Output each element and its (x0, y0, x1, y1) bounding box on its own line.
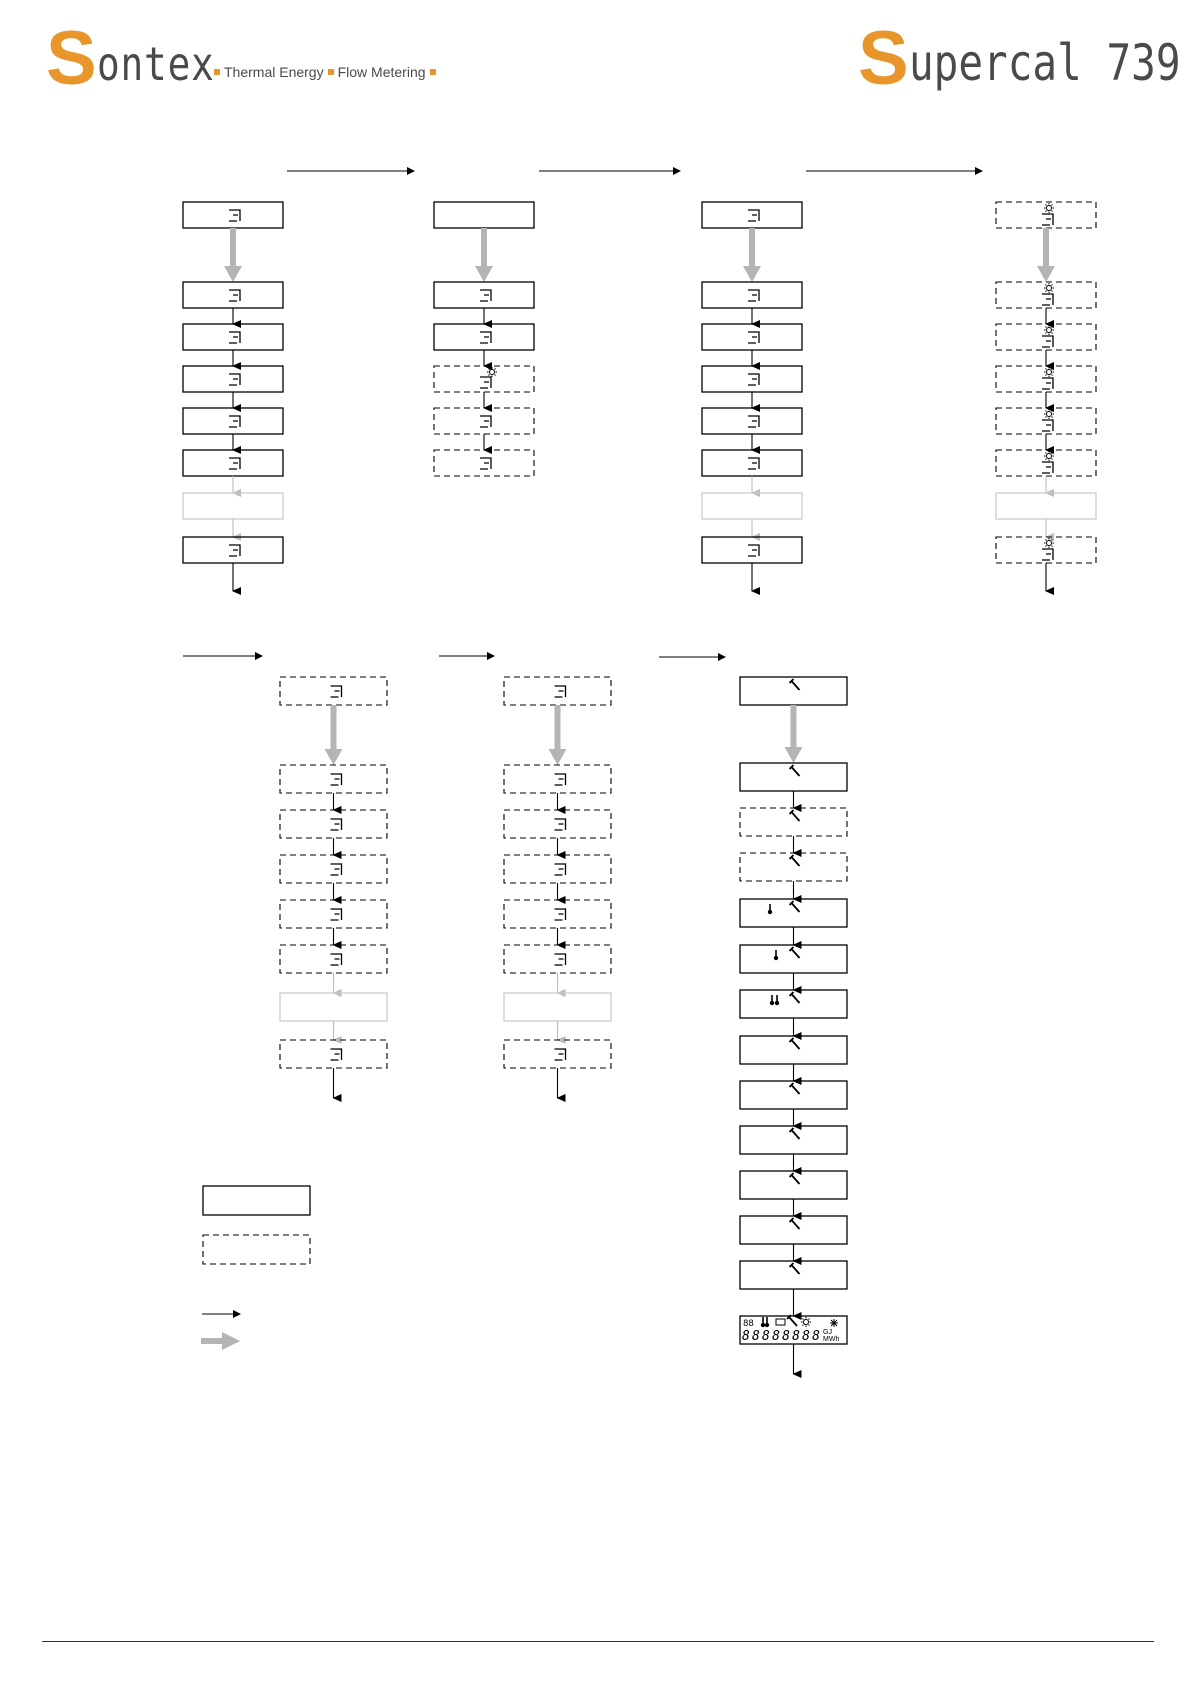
column-6-head (504, 677, 611, 705)
bracket-icon (229, 545, 240, 556)
column-5-item (280, 993, 387, 1021)
bracket-icon (1042, 549, 1053, 560)
bracket-icon (748, 416, 759, 427)
sun-ray (1051, 410, 1052, 411)
product-word: upercal 739 (908, 34, 1181, 92)
sun-icon (1047, 206, 1052, 211)
sun-icon (490, 370, 495, 375)
sun-ray (1045, 284, 1046, 285)
column-6-item (504, 810, 611, 838)
legend-solid-box (203, 1186, 310, 1215)
sun-ray (802, 1318, 803, 1319)
bracket-icon (331, 864, 342, 875)
bracket-icon (229, 416, 240, 427)
wrench-icon (787, 1315, 797, 1326)
lcd-units-2: MWh (823, 1336, 840, 1343)
sun-ray (1045, 416, 1046, 417)
bracket-icon (480, 377, 491, 388)
sun-icon (1047, 328, 1052, 333)
column-6-item (504, 765, 611, 793)
sun-ray (1051, 545, 1052, 546)
sun-ray (1051, 284, 1052, 285)
sun-ray (488, 374, 489, 375)
sun-icon (804, 1320, 809, 1325)
bracket-icon (555, 909, 566, 920)
bracket-icon (229, 290, 240, 301)
bracket-icon (331, 1049, 342, 1060)
thermometer-bulb (768, 910, 772, 914)
lcd-units-1: GJ (823, 1329, 832, 1336)
bracket-icon (1042, 378, 1053, 389)
wrench-icon (790, 810, 800, 821)
thermometer-bulb (761, 1323, 765, 1327)
sun-ray (1045, 539, 1046, 540)
sun-ray (1045, 290, 1046, 291)
column-2-head (434, 202, 534, 228)
column-4-item (996, 408, 1096, 434)
bracket-icon (1042, 214, 1053, 225)
wrench-icon (790, 1218, 800, 1229)
sun-ray (1045, 458, 1046, 459)
bracket-icon (748, 210, 759, 221)
bracket-icon (480, 290, 491, 301)
column-7-item (740, 1216, 847, 1244)
sun-ray (1051, 416, 1052, 417)
column-6-item (504, 900, 611, 928)
bracket-icon (1042, 420, 1053, 431)
thick-arrowhead (475, 266, 493, 282)
column-4-item (996, 493, 1096, 519)
sun-ray (494, 368, 495, 369)
bracket-icon (480, 332, 491, 343)
thermometer-bulb (775, 1001, 779, 1005)
column-6-item (504, 855, 611, 883)
sun-ray (1045, 368, 1046, 369)
bracket-icon (555, 819, 566, 830)
bracket-icon (1042, 462, 1053, 473)
wrench-icon (790, 1128, 800, 1139)
column-5-head (280, 677, 387, 705)
thermometer-bulb (770, 1001, 774, 1005)
sun-ray (1051, 326, 1052, 327)
column-4-item (996, 282, 1096, 308)
column-4-head (996, 202, 1096, 228)
sun-ray (1051, 458, 1052, 459)
bracket-icon (331, 954, 342, 965)
bracket-icon (748, 374, 759, 385)
wrench-icon (790, 901, 800, 912)
column-7-item (740, 1036, 847, 1064)
thermometer-bulb (765, 1323, 769, 1327)
bracket-icon (331, 819, 342, 830)
bracket-icon (229, 332, 240, 343)
thick-arrowhead (224, 266, 242, 282)
lcd-row2: 88888888 (742, 1329, 820, 1344)
sun-ray (1045, 452, 1046, 453)
bracket-icon (555, 864, 566, 875)
sun-ray (1051, 374, 1052, 375)
sun-ray (1045, 210, 1046, 211)
tagline-flow: Flow Metering (337, 64, 426, 80)
tagline-thermal: Thermal Energy (224, 64, 324, 80)
legend-thick-arrowhead (222, 1332, 240, 1350)
bracket-icon (555, 954, 566, 965)
bracket-icon (555, 774, 566, 785)
thick-arrowhead (1037, 266, 1055, 282)
sun-ray (1051, 539, 1052, 540)
bracket-icon (480, 458, 491, 469)
sun-ray (1051, 290, 1052, 291)
sun-ray (1051, 332, 1052, 333)
bracket-icon (331, 909, 342, 920)
column-4-item (996, 324, 1096, 350)
sun-icon (1047, 286, 1052, 291)
column-3-item (702, 493, 802, 519)
footer-rule (42, 1641, 1154, 1642)
column-1-item (183, 493, 283, 519)
bracket-icon (229, 210, 240, 221)
sun-icon (1047, 454, 1052, 459)
column-7-item (740, 899, 847, 927)
product-initial: S (858, 16, 907, 101)
lcd-row1: 88 (743, 1319, 754, 1329)
wrench-icon (790, 765, 800, 776)
wrench-icon (790, 992, 800, 1003)
column-6-item (504, 1040, 611, 1068)
sun-ray (1051, 210, 1052, 211)
thick-arrowhead (785, 747, 803, 763)
sun-ray (1045, 545, 1046, 546)
sun-ray (1045, 204, 1046, 205)
sun-ray (802, 1324, 803, 1325)
column-7-item (740, 853, 847, 881)
wrench-icon (790, 947, 800, 958)
battery-icon (776, 1319, 785, 1325)
bracket-icon (331, 686, 342, 697)
sun-ray (488, 368, 489, 369)
bracket-icon (480, 416, 491, 427)
column-7-item (740, 990, 847, 1018)
sun-ray (1045, 374, 1046, 375)
column-5-item (280, 855, 387, 883)
bracket-icon (555, 1049, 566, 1060)
column-5-item (280, 765, 387, 793)
thick-arrowhead (325, 749, 343, 765)
sun-icon (1047, 370, 1052, 375)
sun-ray (1051, 452, 1052, 453)
bracket-icon (229, 374, 240, 385)
bracket-icon (748, 545, 759, 556)
wrench-icon (790, 1038, 800, 1049)
column-7-item (740, 1126, 847, 1154)
bracket-icon (748, 290, 759, 301)
wrench-icon (790, 1173, 800, 1184)
snowflake-icon (830, 1319, 838, 1327)
bracket-icon (555, 686, 566, 697)
sun-ray (494, 374, 495, 375)
logo-word: ontex (96, 37, 215, 91)
column-4-item (996, 450, 1096, 476)
logo-initial: S (46, 16, 95, 101)
sun-ray (1045, 332, 1046, 333)
column-7-item (740, 945, 847, 973)
bracket-icon (229, 458, 240, 469)
sun-ray (808, 1324, 809, 1325)
sun-icon (1047, 541, 1052, 546)
column-7-item (740, 808, 847, 836)
legend-dashed-box (203, 1235, 310, 1264)
column-6-item (504, 993, 611, 1021)
bracket-icon (1042, 294, 1053, 305)
column-7-item (740, 1261, 847, 1289)
bracket-icon (331, 774, 342, 785)
thick-arrowhead (549, 749, 567, 765)
column-7-head (740, 677, 847, 705)
sun-ray (1045, 410, 1046, 411)
column-4-item (996, 537, 1096, 563)
sun-ray (1045, 326, 1046, 327)
column-7-item (740, 1171, 847, 1199)
wrench-icon (790, 1263, 800, 1274)
bracket-icon (748, 458, 759, 469)
column-7-item (740, 763, 847, 791)
bracket-icon (1042, 336, 1053, 347)
column-4-item (996, 366, 1096, 392)
bracket-icon (748, 332, 759, 343)
sun-icon (1047, 412, 1052, 417)
column-5-item (280, 945, 387, 973)
wrench-icon (790, 1083, 800, 1094)
thick-arrowhead (743, 266, 761, 282)
column-7-item (740, 1081, 847, 1109)
wrench-icon (790, 679, 800, 690)
wrench-icon (790, 855, 800, 866)
sun-ray (808, 1318, 809, 1319)
sun-ray (1051, 204, 1052, 205)
column-5-item (280, 810, 387, 838)
column-6-item (504, 945, 611, 973)
column-5-item (280, 1040, 387, 1068)
thermometer-bulb (774, 956, 778, 960)
column-5-item (280, 900, 387, 928)
sun-ray (1051, 368, 1052, 369)
